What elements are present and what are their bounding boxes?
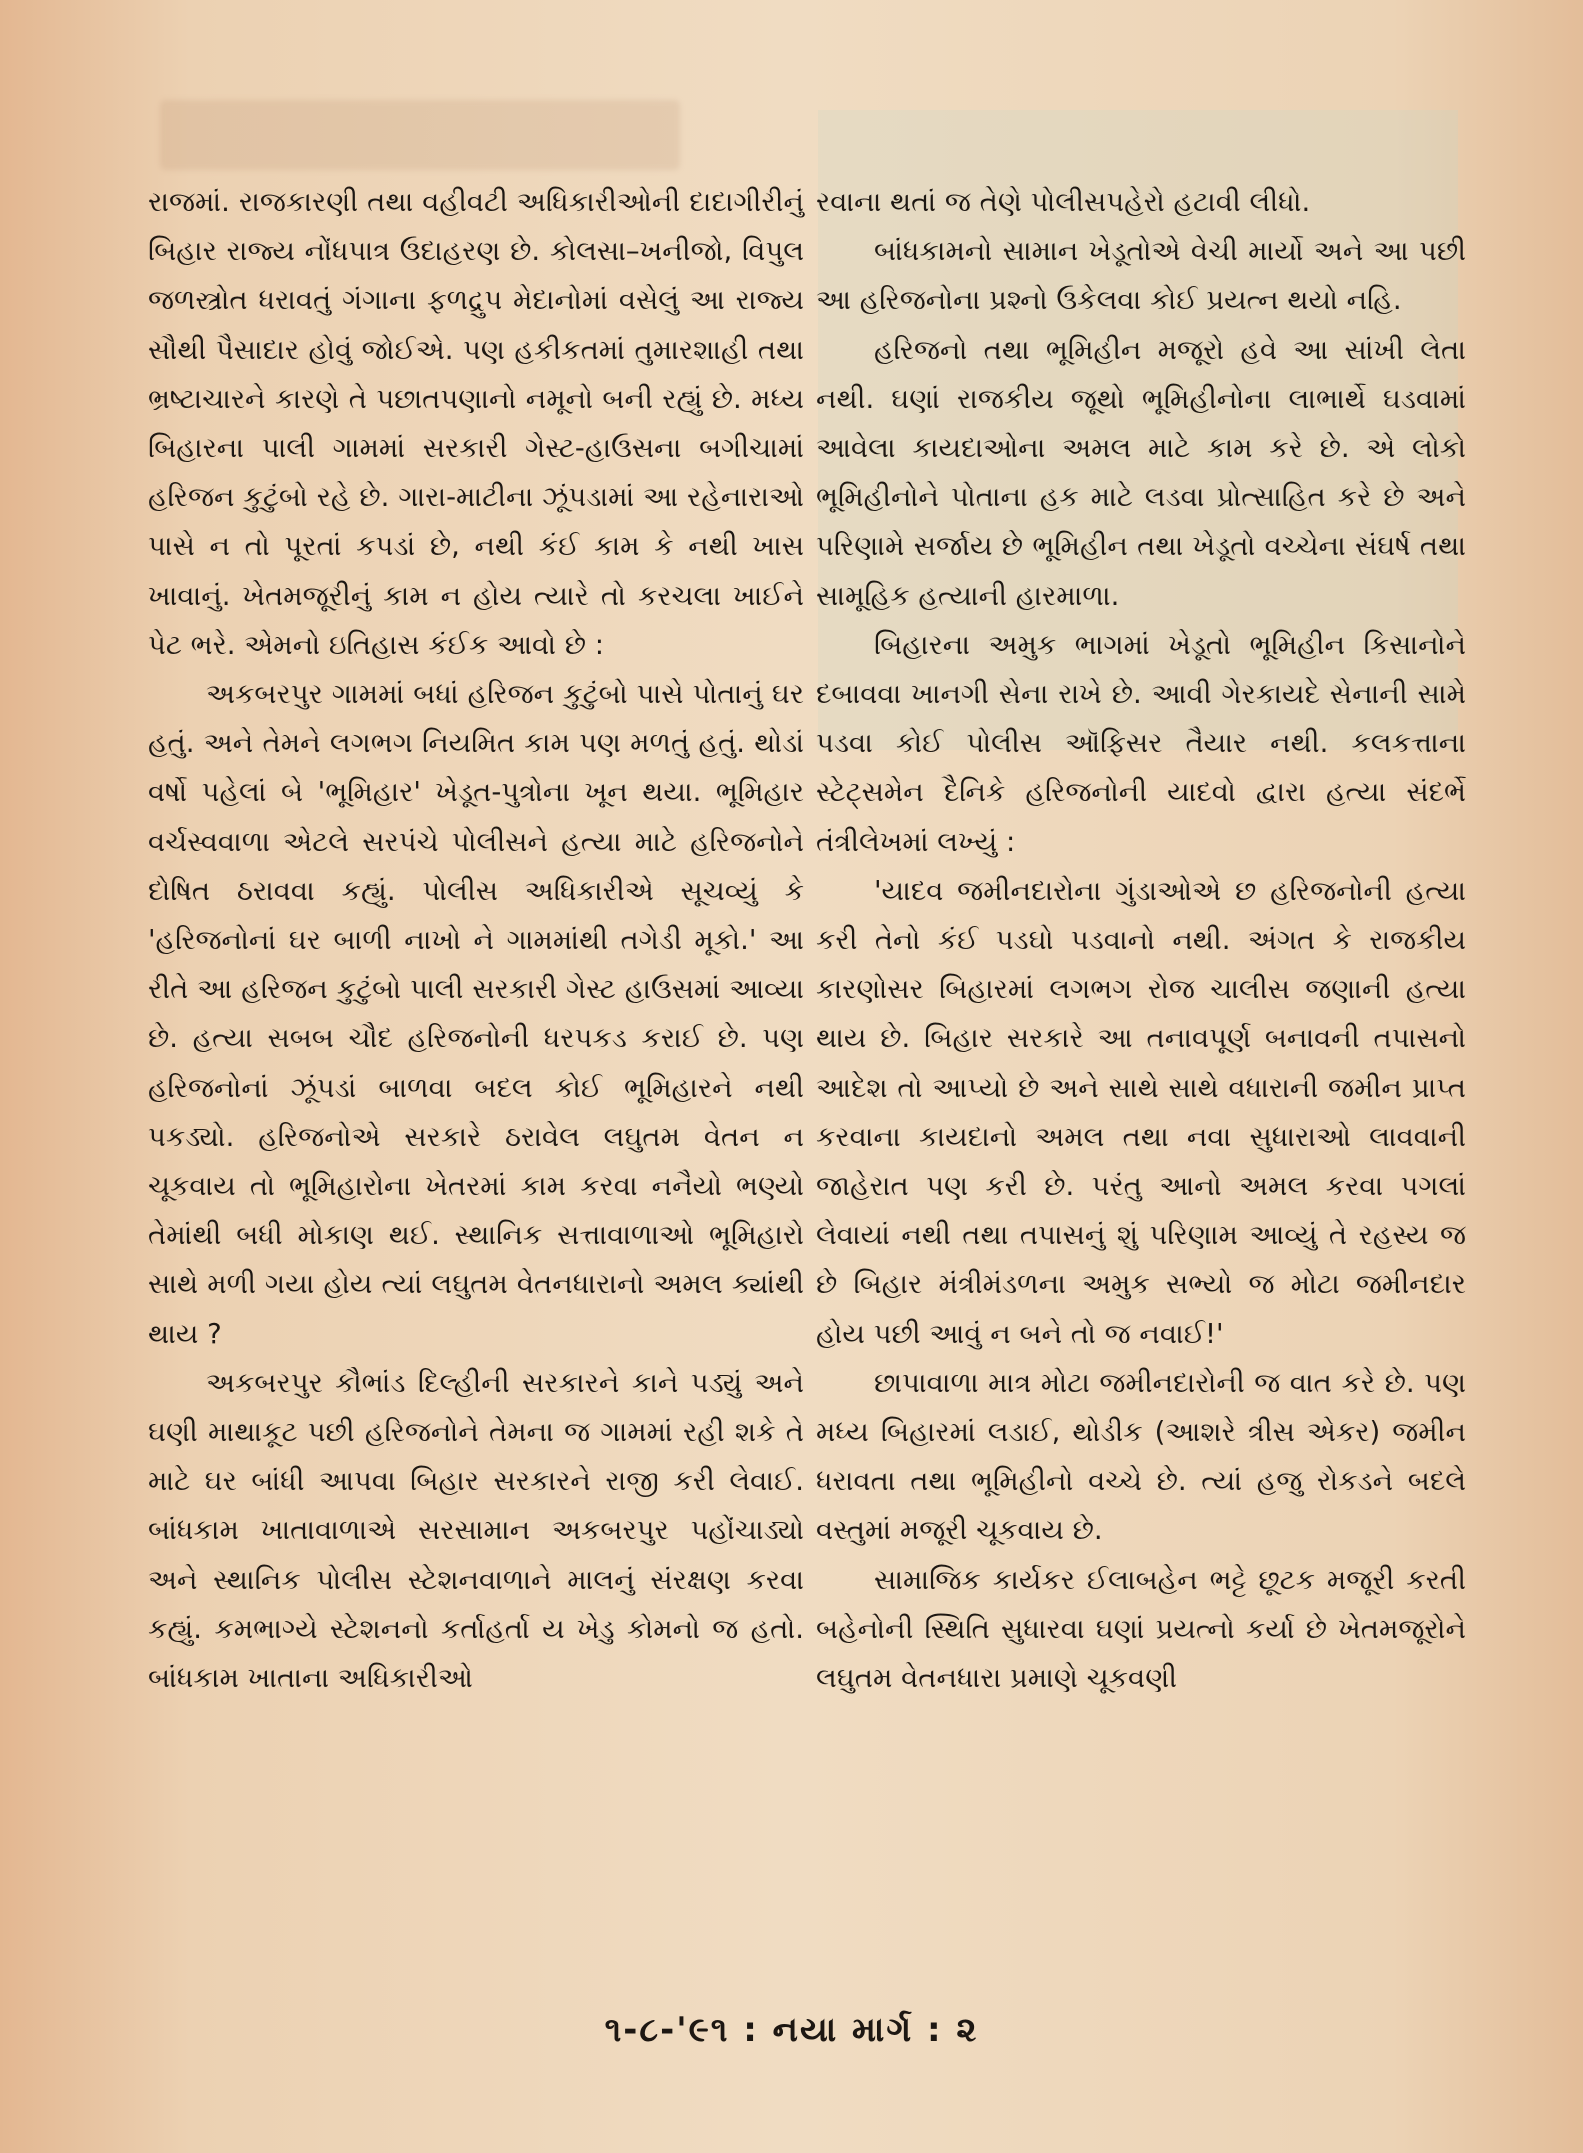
right-paragraph-3: હરિજનો તથા ભૂમિહીન મજૂરો હવે આ સાંખી લેતા નથી. ઘણાં રાજકીય જૂથો ભૂમિહીનોના લાભાર્થે ઘડવામાં આવેલા કાયદાઓના અમલ માટે કામ કરે છે. એ લોકો ભૂમિહીનોને પોતાના હક માટે લડવા પ્રોત્સાહિત કરે છે અને પરિણામે સર્જાય છે ભૂમિહીન તથા ખેડૂતો વચ્ચેના સંઘર્ષ તથા સામૂહિક હત્યાની હારમાળા. [816, 333, 1466, 612]
right-paragraph-2: બાંધકામનો સામાન ખેડૂતોએ વેચી માર્યો અને આ પછી આ હરિજનોના પ્રશ્નો ઉકેલવા કોઈ પ્રયત્ન થયો નહિ. [816, 235, 1466, 317]
right-column [816, 178, 1466, 1703]
right-paragraph-6: છાપાવાળા માત્ર મોટા જમીનદારોની જ વાત કરે છે. પણ મધ્ય બિહારમાં લડાઈ, થોડીક (આશરે ત્રીસ એકર) જમીન ધરાવતા તથા ભૂમિહીનો વચ્ચે છે. ત્યાં હજુ રોકડને બદલે વસ્તુમાં મજૂરી ચૂકવાય છે. [816, 1366, 1466, 1547]
page-footer: ૧-૮-'૯૧ : નયા માર્ગ : ૨ [604, 2010, 979, 2050]
left-paragraph-1: રાજમાં. રાજકારણી તથા વહીવટી અધિકારીઓની દાદાગીરીનું બિહાર રાજ્ય નોંધપાત્ર ઉદાહરણ છે. કોલસા–ખનીજો, વિપુલ જળસ્ત્રોત ધરાવતું ગંગાના ફળદ્રુપ મેદાનોમાં વસેલું આ રાજ્ય સૌથી પૈસાદાર હોવું જોઈએ. પણ હકીકતમાં તુમારશાહી તથા ભ્રષ્ટાચારને કારણે તે પછાતપણાનો નમૂનો બની રહ્યું છે. મધ્ય બિહારના પાલી ગામમાં સરકારી ગેસ્ટ-હાઉસના બગીચામાં હરિજન કુટુંબો રહે છે. ગારા-માટીના ઝૂંપડામાં આ રહેનારાઓ પાસે ન તો પૂરતાં કપડાં છે, નથી કંઈ કામ કે નથી ખાસ ખાવાનું. ખેતમજૂરીનું કામ ન હોય ત્યારે તો કરચલા ખાઈને પેટ ભરે. એમનો ઇતિહાસ કંઈક આવો છે : [148, 186, 804, 661]
right-paragraph-5: 'યાદવ જમીનદારોના ગુંડાઓએ છ હરિજનોની હત્યા કરી તેનો કંઈ પડઘો પડવાનો નથી. અંગત કે રાજકીય કારણોસર બિહારમાં લગભગ રોજ ચાલીસ જણાની હત્યા થાય છે. બિહાર સરકારે આ તનાવપૂર્ણ બનાવની તપાસનો આદેશ તો આપ્યો છે અને સાથે સાથે વધારાની જમીન પ્રાપ્ત કરવાના કાયદાનો અમલ તથા નવા સુધારાઓ લાવવાની જાહેરાત પણ કરી છે. પરંતુ આનો અમલ કરવા પગલાં લેવાયાં નથી તથા તપાસનું શું પરિણામ આવ્યું તે રહસ્ય જ છે બિહાર મંત્રીમંડળના અમુક સભ્યો જ મોટા જમીનદાર હોય પછી આવું ન બને તો જ નવાઈ!' [816, 874, 1466, 1350]
faded-header-bleed [160, 100, 680, 170]
left-column [148, 178, 804, 1703]
right-paragraph-1: રવાના થતાં જ તેણે પોલીસપહેરો હટાવી લીધો. [816, 186, 1311, 218]
left-paragraph-3: અકબરપુર કૌભાંડ દિલ્હીની સરકારને કાને પડ્યું અને ઘણી માથાકૂટ પછી હરિજનોને તેમના જ ગામમાં રહી શકે તે માટે ઘર બાંધી આપવા બિહાર સરકારને રાજી કરી લેવાઈ. બાંધકામ ખાતાવાળાએ સરસામાન અકબરપુર પહોંચાડ્યો અને સ્થાનિક પોલીસ સ્ટેશનવાળાને માલનું સંરક્ષણ કરવા કહ્યું. કમભાગ્યે સ્ટેશનનો કર્તાહર્તા ય ખેડુ કોમનો જ હતો. બાંધકામ ખાતાના અધિકારીઓ [148, 1366, 804, 1695]
left-paragraph-2: અકબરપુર ગામમાં બધાં હરિજન કુટુંબો પાસે પોતાનું ઘર હતું. અને તેમને લગભગ નિયમિત કામ પણ મળતું હતું. થોડાં વર્ષો પહેલાં બે 'ભૂમિહાર' ખેડૂત-પુત્રોના ખૂન થયા. ભૂમિહાર વર્ચસ્વવાળા એટલે સરપંચે પોલીસને હત્યા માટે હરિજનોને દોષિત ઠરાવવા કહ્યું. પોલીસ અધિકારીએ સૂચવ્યું કે 'હરિજનોનાં ઘર બાળી નાખો ને ગામમાંથી તગેડી મૂકો.' આ રીતે આ હરિજન કુટુંબો પાલી સરકારી ગેસ્ટ હાઉસમાં આવ્યા છે. હત્યા સબબ ચૌદ હરિજનોની ધરપકડ કરાઈ છે. પણ હરિજનોનાં ઝૂંપડાં બાળવા બદલ કોઈ ભૂમિહારને નથી પકડ્યો. હરિજનોએ સરકારે ઠરાવેલ લઘુતમ વેતન ન ચૂકવાય તો ભૂમિહારોના ખેતરમાં કામ કરવા નનૈયો ભણ્યો તેમાંથી બધી મોકાણ થઈ. સ્થાનિક સત્તાવાળાઓ ભૂમિહારો સાથે મળી ગયા હોય ત્યાં લઘુતમ વેતનધારાનો અમલ ક્યાંથી થાય ? [148, 678, 804, 1350]
right-paragraph-7: સામાજિક કાર્યકર ઈલાબહેન ભટ્ટે છૂટક મજૂરી કરતી બહેનોની સ્થિતિ સુધારવા ઘણાં પ્રયત્નો કર્યા છે ખેતમજૂરોને લઘુતમ વેતનધારા પ્રમાણે ચૂકવણી [816, 1563, 1466, 1695]
right-paragraph-4: બિહારના અમુક ભાગમાં ખેડૂતો ભૂમિહીન કિસાનોને દબાવવા ખાનગી સેના રાખે છે. આવી ગેરકાયદે સેનાની સામે પડવા કોઈ પોલીસ ઑફિસર તૈયાર નથી. કલકત્તાના સ્ટેટ્સમેન દૈનિકે હરિજનોની યાદવો દ્વારા હત્યા સંદર્ભે તંત્રીલેખમાં લખ્યું : [816, 628, 1466, 858]
